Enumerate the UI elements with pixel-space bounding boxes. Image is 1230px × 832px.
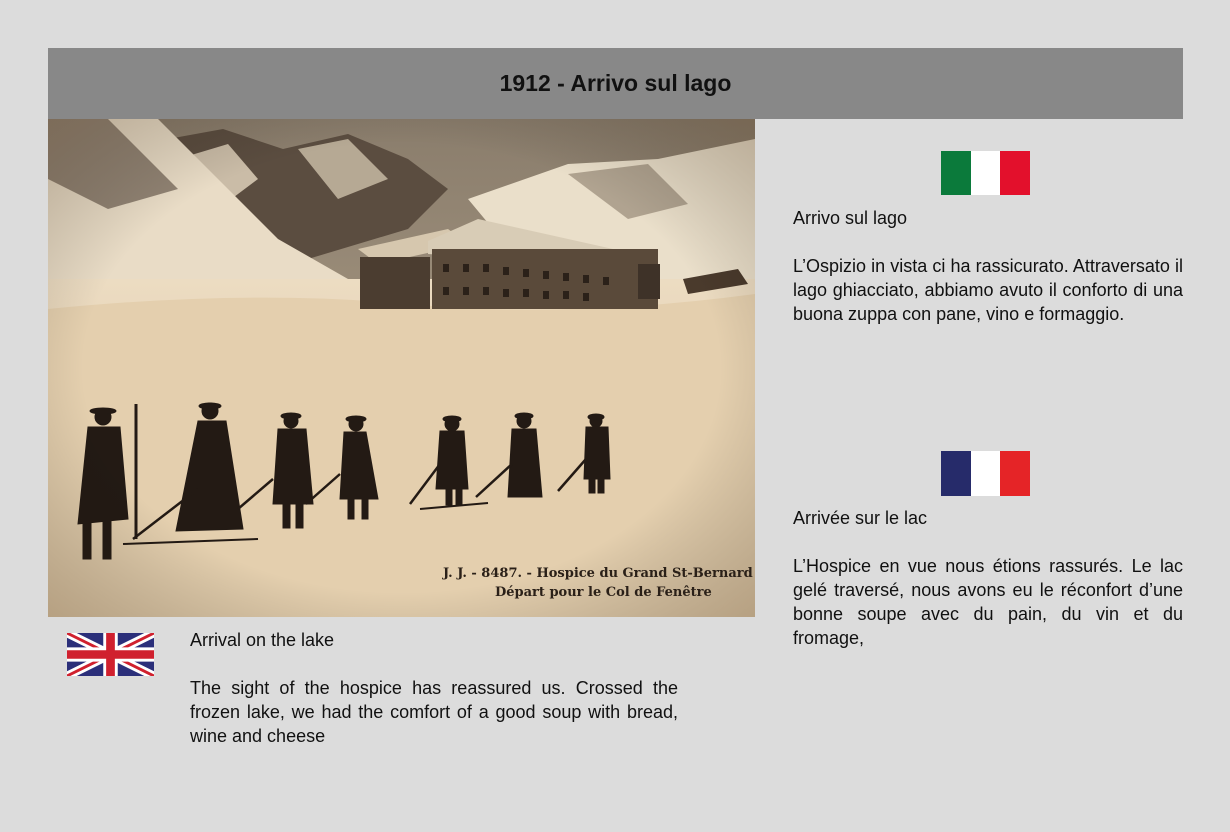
english-title: Arrival on the lake	[190, 630, 335, 650]
italian-title: Arrivo sul lago	[793, 208, 908, 228]
postcard-caption-line1: J. J. - 8487. - Hospice du Grand St-Bernard	[443, 566, 753, 581]
page-title: 1912 - Arrivo sul lago	[499, 70, 732, 96]
english-body: The sight of the hospice has reassured us. Crossed the frozen lake, we had the comfort of a good soup with bread, wine and cheese	[190, 678, 678, 746]
italian-body: L’Ospizio in vista ci ha rassicurato. Attraversato il lago ghiacciato, abbiamo avuto il conforto di una buona zuppa con pane, vino e formaggio.	[793, 256, 1183, 324]
historic-postcard-photo	[48, 119, 755, 617]
france-flag-icon	[941, 451, 1030, 496]
french-text-block	[793, 506, 1183, 650]
english-text-block	[190, 628, 678, 748]
postcard-illustration	[48, 119, 755, 617]
page-title-bar	[48, 48, 1183, 119]
uk-flag-icon	[67, 633, 154, 676]
postcard-caption-line2: Départ pour le Col de Fenêtre	[495, 585, 712, 600]
italy-flag-icon	[941, 151, 1030, 195]
french-body: L’Hospice en vue nous étions rassurés. Le lac gelé traversé, nous avons eu le réconfort d’une bonne soupe avec du pain, du vin et du fromage,	[793, 556, 1183, 648]
french-title: Arrivée sur le lac	[793, 508, 928, 528]
italian-text-block	[793, 206, 1183, 326]
